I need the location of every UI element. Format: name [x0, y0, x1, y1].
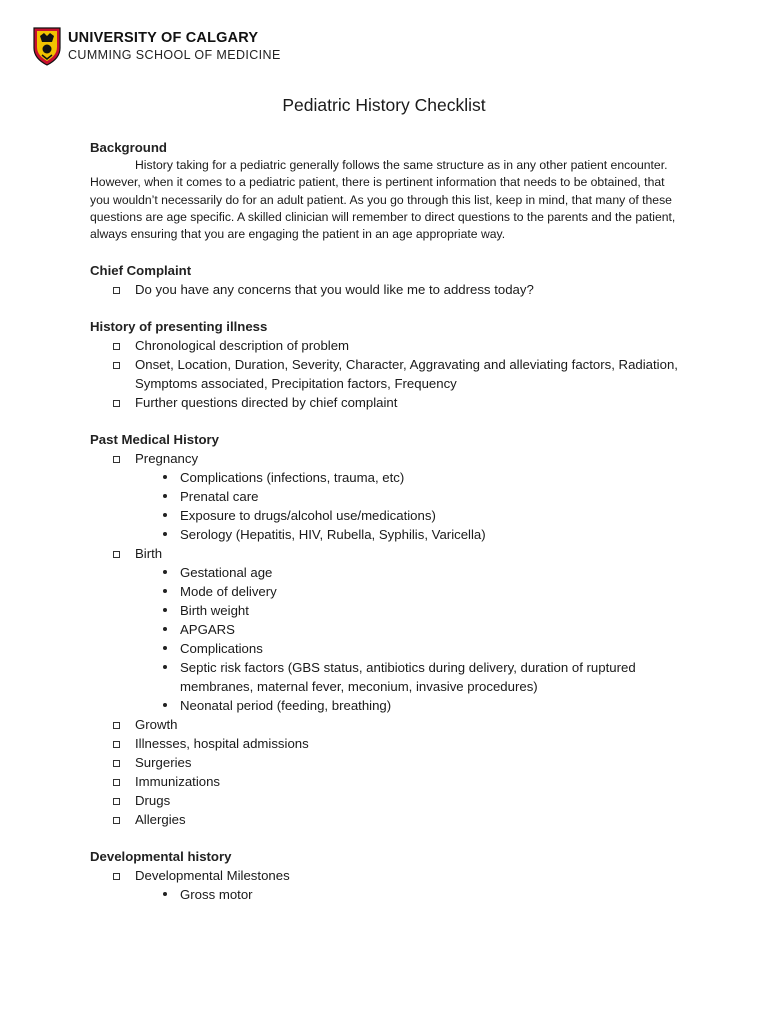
- bullet-item: Birth weight: [135, 601, 680, 620]
- chief-complaint-list: [90, 280, 680, 299]
- checklist-item: Chronological description of problem: [90, 336, 680, 355]
- bullet-item: Neonatal period (feeding, breathing): [135, 696, 680, 715]
- bullet-icon: [163, 608, 167, 612]
- bullet-item: Serology (Hepatitis, HIV, Rubella, Syphilis, Varicella): [135, 525, 680, 544]
- chief-complaint-heading: Chief Complaint: [90, 263, 192, 279]
- bullet-item: Prenatal care: [135, 487, 680, 506]
- checkbox-square-icon: [113, 722, 120, 729]
- checkbox-square-icon: [113, 400, 120, 407]
- background-heading: Background: [90, 140, 167, 155]
- bullet-icon: [163, 513, 167, 517]
- bullet-icon: [163, 646, 167, 650]
- checklist-item: Surgeries: [90, 753, 680, 772]
- pmh-list: [90, 449, 680, 829]
- checklist-item: Illnesses, hospital admissions: [90, 734, 680, 753]
- checkbox-square-icon: [113, 873, 120, 880]
- checklist-item: Growth: [90, 715, 680, 734]
- checklist-item: Further questions directed by chief complaint: [90, 393, 680, 412]
- checklist-item-pregnancy: Pregnancy Complications (infections, trauma, etc) Prenatal care Exposure to drugs/alcohol use/medications) Serology (Hepatitis, HIV, Rubella, Syphilis, Varicella): [90, 449, 680, 544]
- checkbox-square-icon: [113, 287, 120, 294]
- checklist-item: Onset, Location, Duration, Severity, Character, Aggravating and alleviating factors, Radiation, Symptoms associated, Precipitation factors, Frequency: [90, 355, 680, 393]
- bullet-item: Complications: [135, 639, 680, 658]
- bullet-item: Complications (infections, trauma, etc): [135, 468, 680, 487]
- checkbox-square-icon: [113, 362, 120, 369]
- bullet-item: Mode of delivery: [135, 582, 680, 601]
- bullet-item: Gestational age: [135, 563, 680, 582]
- page-title: Pediatric History Checklist: [282, 95, 486, 115]
- checkbox-square-icon: [113, 551, 120, 558]
- checkbox-square-icon: [113, 817, 120, 824]
- checkbox-square-icon: [113, 456, 120, 463]
- bullet-icon: [163, 703, 167, 707]
- bullet-item: Gross motor: [135, 885, 680, 904]
- developmental-heading: Developmental history: [90, 849, 232, 865]
- document-body: [90, 138, 680, 904]
- checkbox-square-icon: [113, 760, 120, 767]
- checklist-item-birth: Birth Gestational age Mode of delivery Birth weight APGARS Complications Septic risk factors (GBS status, antibiotics during delivery, duration of ruptured membranes, maternal fever, meconium, invasive procedures) Neonatal period (feeding, breathing): [90, 544, 680, 715]
- pregnancy-sublist: [135, 468, 680, 544]
- school-name: CUMMING SCHOOL OF MEDICINE: [68, 47, 281, 62]
- university-crest-icon: [32, 26, 62, 66]
- bullet-icon: [163, 494, 167, 498]
- bullet-icon: [163, 475, 167, 479]
- bullet-icon: [163, 589, 167, 593]
- bullet-item: APGARS: [135, 620, 680, 639]
- pmh-heading: Past Medical History: [90, 432, 219, 448]
- bullet-icon: [163, 892, 167, 896]
- checklist-item: Drugs: [90, 791, 680, 810]
- bullet-item: Septic risk factors (GBS status, antibiotics during delivery, duration of ruptured membranes, maternal fever, meconium, invasive procedures): [135, 658, 680, 696]
- hpi-heading: History of presenting illness: [90, 319, 268, 335]
- bullet-icon: [163, 570, 167, 574]
- bullet-icon: [163, 532, 167, 536]
- bullet-icon: [163, 665, 167, 669]
- bullet-icon: [163, 627, 167, 631]
- birth-sublist: [135, 563, 680, 715]
- checklist-item: Immunizations: [90, 772, 680, 791]
- checkbox-square-icon: [113, 779, 120, 786]
- bullet-item: Exposure to drugs/alcohol use/medications): [135, 506, 680, 525]
- milestones-sublist: [135, 885, 680, 904]
- checklist-item: Allergies: [90, 810, 680, 829]
- checkbox-square-icon: [113, 741, 120, 748]
- developmental-list: [90, 866, 680, 904]
- checklist-item: Do you have any concerns that you would like me to address today?: [90, 280, 680, 299]
- hpi-list: [90, 336, 680, 412]
- checkbox-square-icon: [113, 798, 120, 805]
- checklist-item-milestones: Developmental Milestones Gross motor: [90, 866, 680, 904]
- checkbox-square-icon: [113, 343, 120, 350]
- header-logo: [32, 26, 281, 66]
- background-paragraph: History taking for a pediatric generally follows the same structure as in any other patient encounter. However, when it comes to a pediatric patient, there is pertinent information that needs to be obtained, that you wouldn’t necessarily do for an adult patient. As you go through this list, keep in mind, that many of these questions are age specific. A skilled clinician will remember to direct questions to the parents and the patient, always ensuring that you are engaging the patient in an age appropriate way.: [90, 158, 676, 242]
- university-name: UNIVERSITY OF CALGARY: [68, 30, 259, 46]
